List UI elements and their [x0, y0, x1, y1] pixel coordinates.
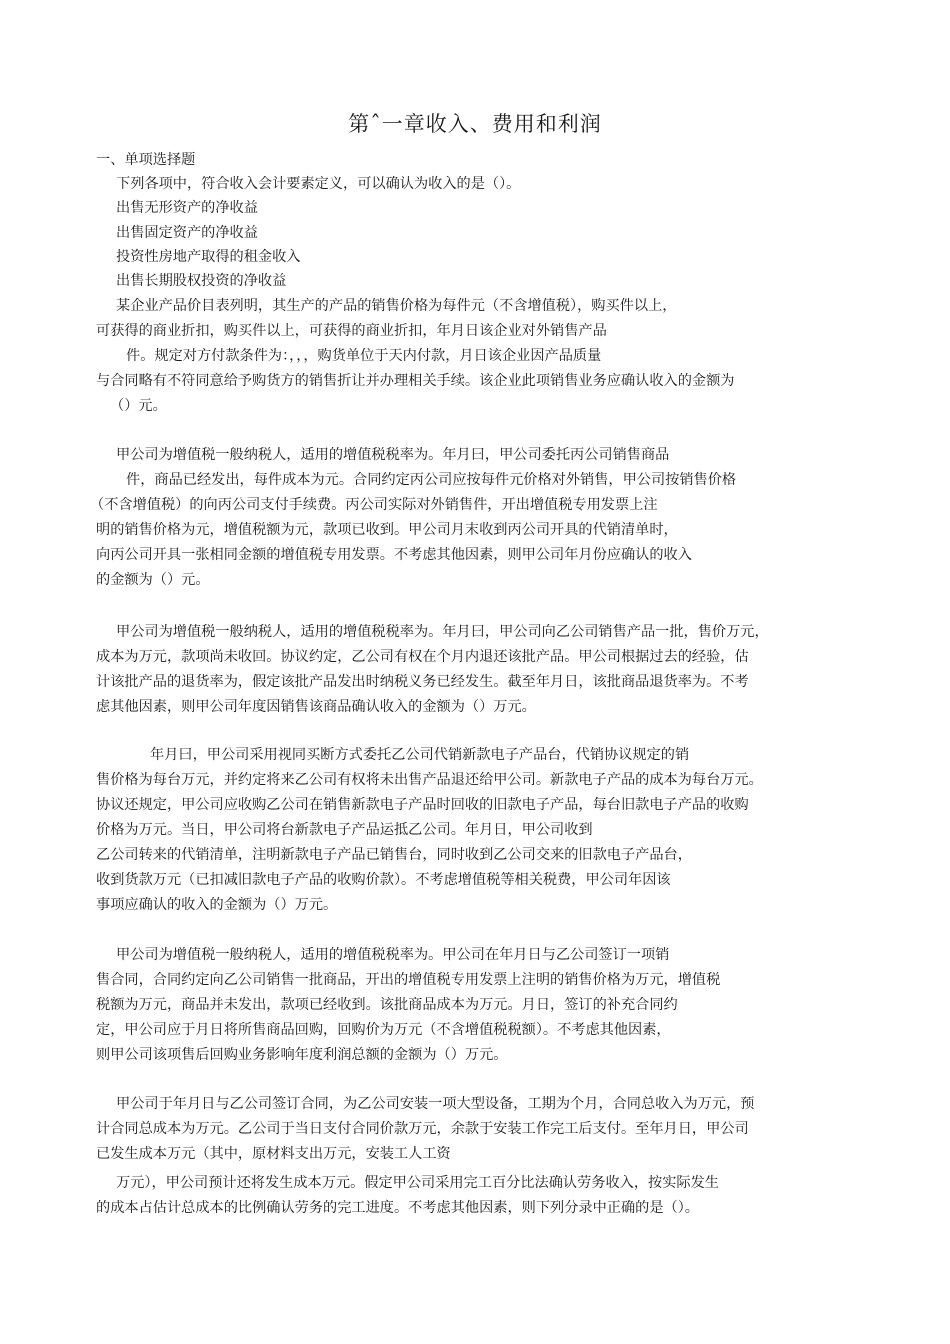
- question-line: 甲公司为增值税一般纳税人，适用的增值税税率为。年月曰，甲公司委托丙公司销售商品: [116, 447, 670, 463]
- question-line: 计该批产品的退货率为，假定该批产品发出时纳税义务已经发生。截至年月日，该批商品退货率为。不考: [96, 674, 749, 690]
- question-line: 件，商品已经发出，每件成本为元。合同约定丙公司应按每件元价格对外销售，甲公司按销售价格: [126, 472, 737, 488]
- question-line: 售合同，合同约定向乙公司销售一批商品，开出的增值税专用发票上注明的销售价格为万元，增值税: [96, 972, 721, 988]
- question-line: （）元。: [110, 398, 167, 414]
- question-line: 协议还规定，甲公司应收购乙公司在销售新款电子产品时回收的旧款电子产品，每台旧款电子产品的收购: [96, 797, 749, 813]
- question-line: 乙公司转来的代销清单，注明新款电子产品已销售台，同时收到乙公司交来的旧款电子产品台，: [96, 847, 692, 863]
- question-line: 的金额为（）元。: [96, 572, 210, 588]
- question-line: 年月曰，甲公司采用视同买断方式委托乙公司代销新款电子产品台，代销协议规定的销: [150, 747, 690, 763]
- question-line: 的成本占估计总成本的比例确认劳务的完工进度。不考虑其他因素，则下列分录中正确的是（）。: [96, 1200, 699, 1216]
- question-line: 件。规定对方付款条件为：，，，购货单位于天内付款，月日该企业因产品质量: [126, 348, 602, 364]
- question-line: 计合同总成本为万元。乙公司于当日支付合同价款万元，余款于安装工作完工后支付。至年月日，甲公司: [96, 1121, 749, 1137]
- question-line: （不含增值税）的向丙公司支付手续费。丙公司实际对外销售件，开出增值税专用发票上注: [90, 497, 658, 513]
- question-line: 则甲公司该项售后回购业务影响年度利润总额的金额为（）万元。: [96, 1047, 508, 1063]
- question-line: 万元），甲公司预计还将发生成本万元。假定甲公司采用完工百分比法确认劳务收入，按实际发生: [116, 1175, 719, 1191]
- page-title: 第ˆ一章收入、费用和利润: [348, 112, 602, 136]
- question-line: 明的销售价格为元，增值税额为元，款项已收到。甲公司月末收到丙公司开具的代销清单时，: [96, 522, 678, 538]
- option-item: 出售固定资产的净收益: [116, 225, 258, 241]
- question-line: 与合同略有不符同意给予购货方的销售折让并办理相关手续。该企业此项销售业务应确认收入的金额为: [96, 373, 735, 389]
- option-item: 出售长期股权投资的净收益: [116, 273, 287, 289]
- question-line: 向丙公司开具一张相同金额的增值税专用发票。不考虑其他因素，则甲公司年月份应确认的收入: [96, 547, 692, 563]
- question-line: 售价格为每台万元，并约定将来乙公司有权将未出售产品退还给甲公司。新款电子产品的成本为每台万元。: [96, 772, 763, 788]
- question-line: 收到货款万元（已扣减旧款电子产品的收购价款）。不考虑增值税等相关税费，甲公司年因该: [96, 872, 671, 888]
- question-stem: 下列各项中，符合收入会计要素定义，可以确认为收入的是（）。: [116, 176, 521, 192]
- section-heading: 一、单项选择题: [96, 152, 196, 168]
- question-line: 已发生成本万元（其中，原材料支出万元，安装工人工资: [96, 1146, 451, 1162]
- question-line: 甲公司为增值税一般纳税人，适用的增值税税率为。年月曰，甲公司向乙公司销售产品一批，售价万元，: [116, 624, 769, 640]
- question-line: 成本为万元，款项尚未收回。协议约定，乙公司有权在个月内退还该批产品。甲公司根据过去的经验，估: [96, 649, 749, 665]
- question-line: 可获得的商业折扣，购买件以上，可获得的商业折扣，年月日该企业对外销售产品: [96, 323, 607, 339]
- option-item: 出售无形资产的净收益: [116, 200, 258, 216]
- question-line: 事项应确认的收入的金额为（）万元。: [96, 897, 338, 913]
- question-line: 税额为万元，商品并未发出，款项已经收到。该批商品成本为万元。月日，签订的补充合同约: [96, 997, 678, 1013]
- option-item: 投资性房地产取得的租金收入: [116, 249, 301, 265]
- question-line: 甲公司于年月日与乙公司签订合同，为乙公司安装一项大型设备，工期为个月，合同总收入为万元，预: [116, 1096, 755, 1112]
- question-line: 虑其他因素，则甲公司年度因销售该商品确认收入的金额为（）万元。: [96, 699, 536, 715]
- question-line: 价格为万元。当日，甲公司将台新款电子产品运抵乙公司。年月日，甲公司收到: [96, 822, 593, 838]
- question-line: 定，甲公司应于月日将所售商品回购，回购价为万元（不含增值税税额）。不考虑其他因素，: [96, 1022, 671, 1038]
- question-line: 甲公司为增值税一般纳税人，适用的增值税税率为。甲公司在年月日与乙公司签订一项销: [116, 947, 670, 963]
- question-line: 某企业产品价目表列明，其生产的产品的销售价格为每件元（不含增值税），购买件以上，: [116, 298, 677, 314]
